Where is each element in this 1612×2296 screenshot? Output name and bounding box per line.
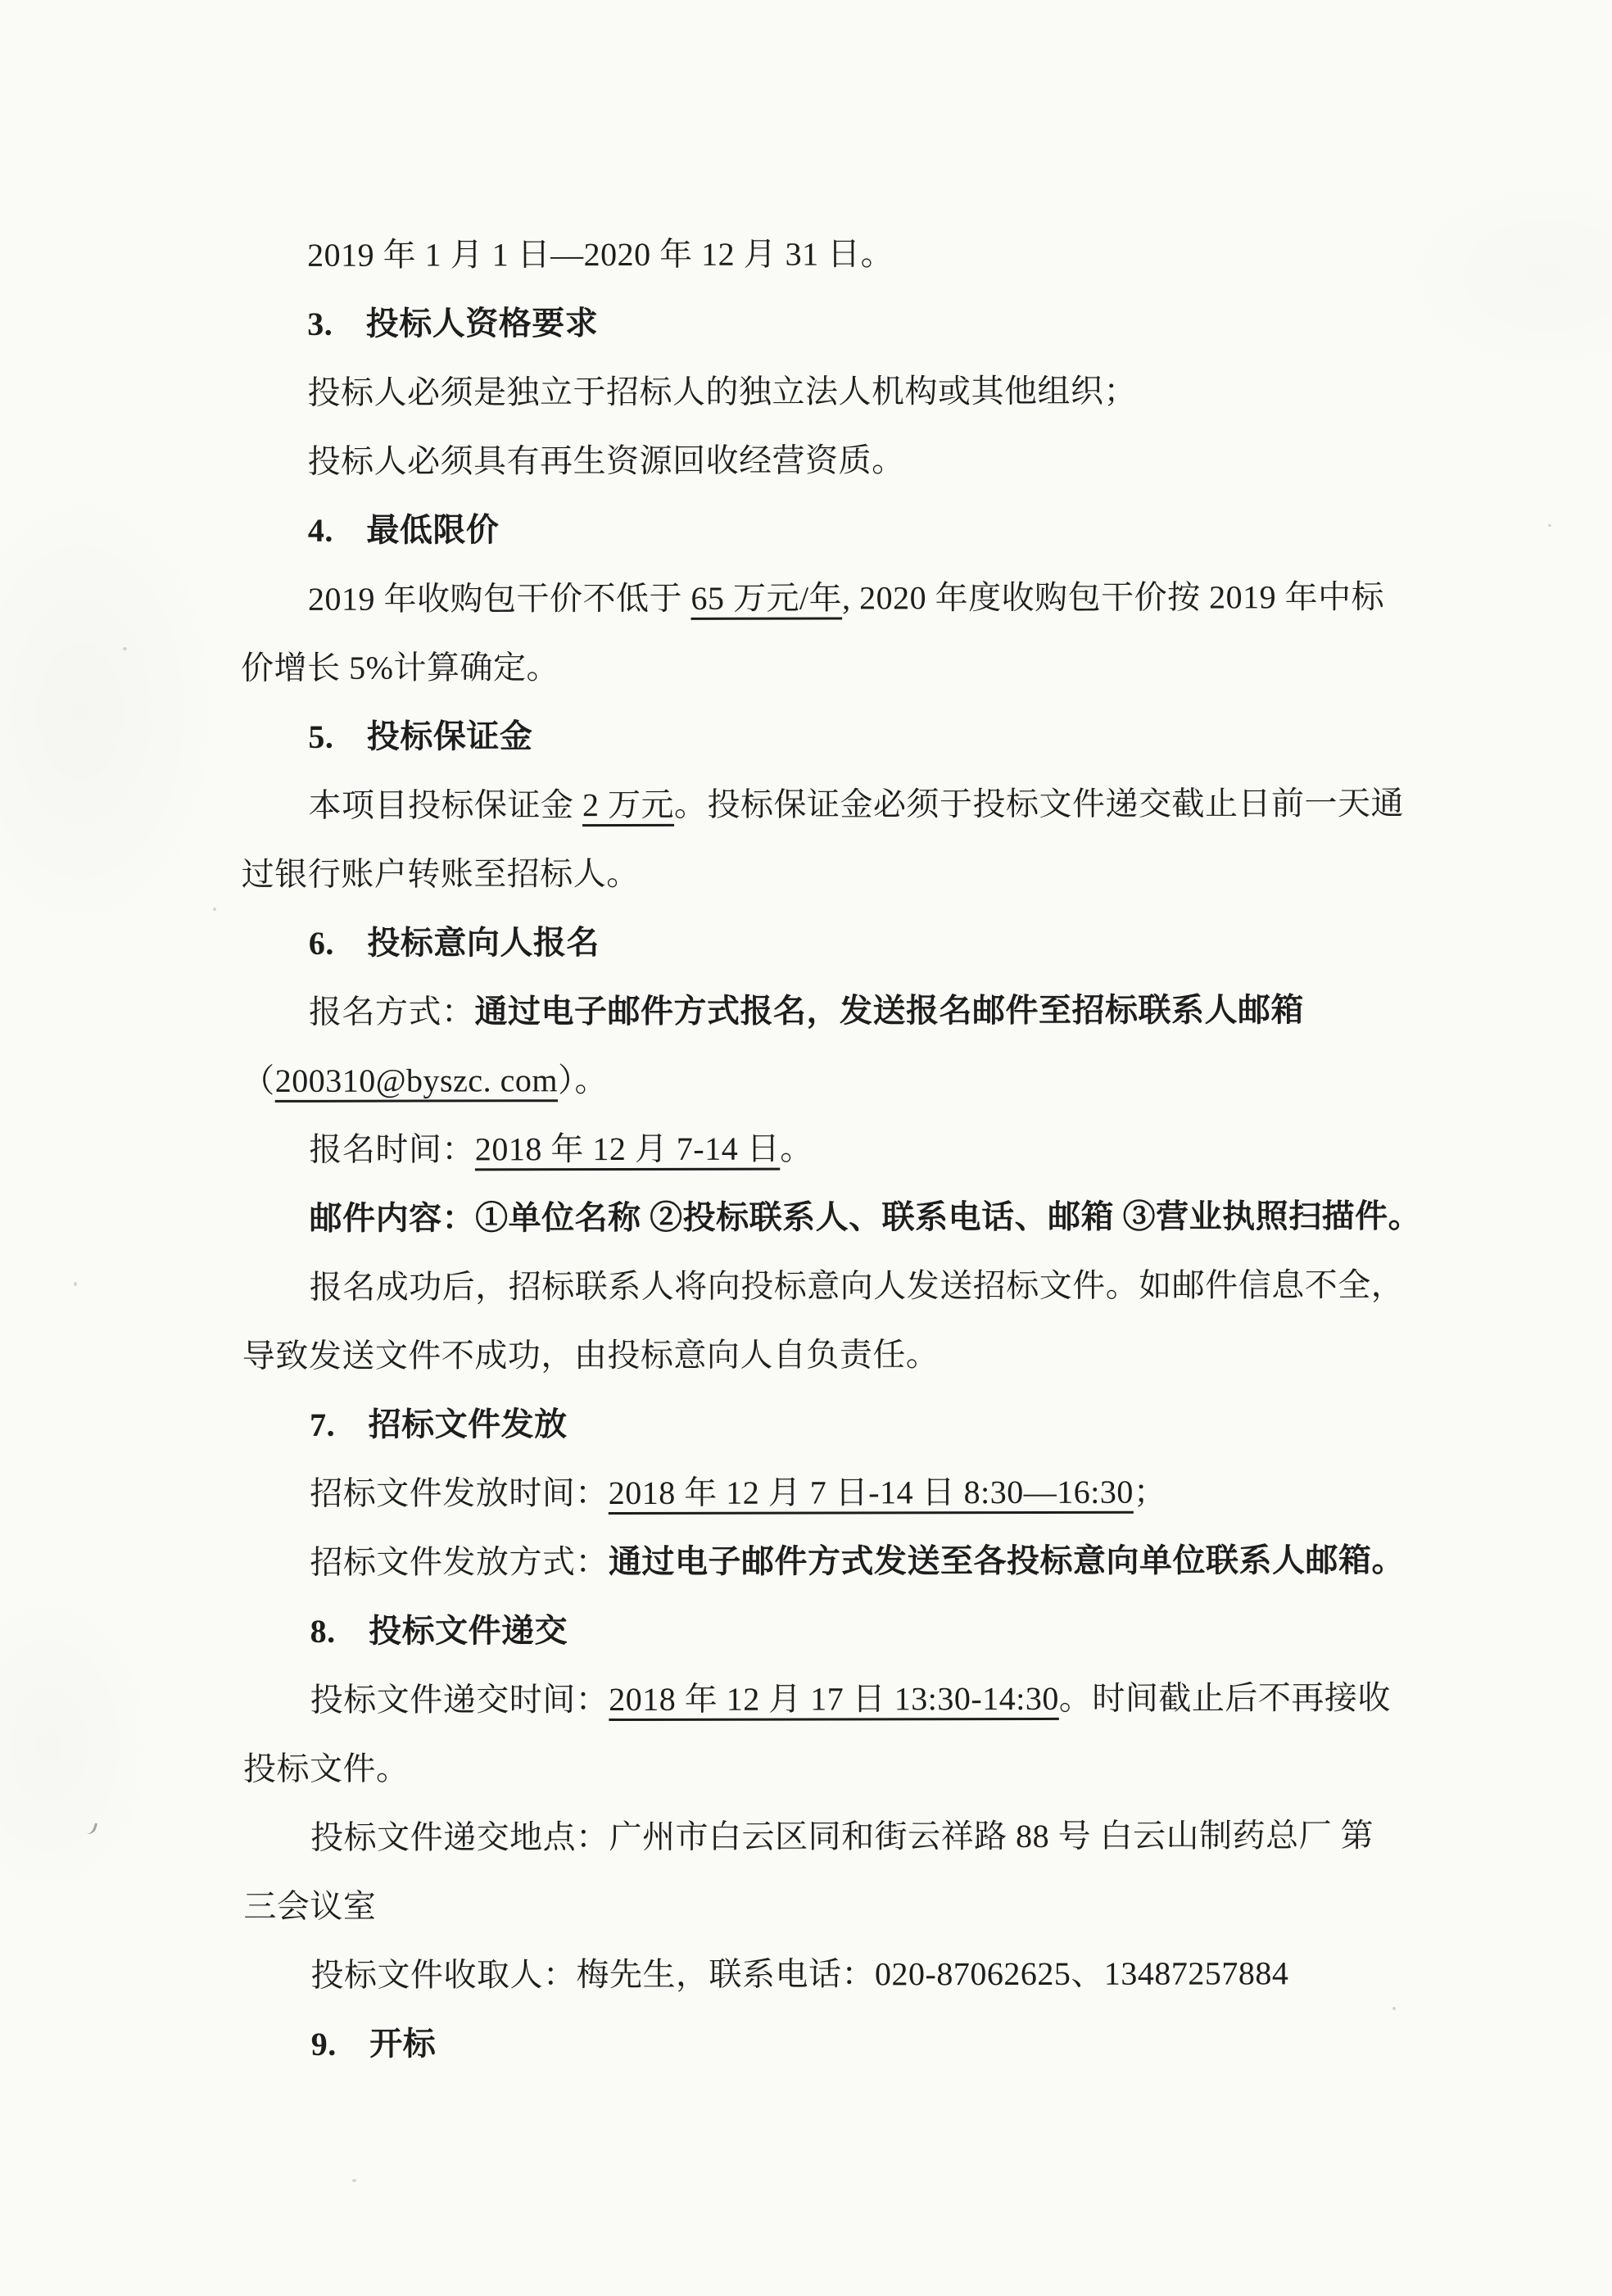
text: 三会议室 — [243, 1887, 377, 1925]
para-release-method — [242, 1526, 1553, 1597]
scan-speckle — [123, 647, 127, 650]
text: 投标人必须是独立于招标人的独立法人机构或其他组织； — [307, 372, 1137, 411]
text: 投标文件收取人：梅先生，联系电话：020-87062625、13487257884 — [310, 1954, 1289, 1994]
text: 2019 年收购包干价不低于 — [307, 579, 691, 618]
underlined-value: 65 万元/年 — [691, 579, 843, 617]
heading-4-minimum-price — [241, 494, 1551, 565]
text: 过银行账户转账至招标人。 — [241, 854, 640, 893]
heading-7-document-release — [242, 1388, 1553, 1460]
para-recycling-qualification — [241, 425, 1551, 496]
underlined-value: 2 万元 — [582, 786, 675, 824]
text: ）。 — [557, 1062, 609, 1099]
para-registration-time — [242, 1113, 1552, 1184]
scan-speckle — [74, 1282, 77, 1286]
heading-text: 6. 投标意向人报名 — [308, 924, 600, 962]
para-independent-entity — [240, 356, 1551, 428]
text: 本项目投标保证金 — [308, 786, 583, 824]
heading-5-bid-bond — [241, 700, 1551, 772]
heading-8-bid-submission — [243, 1595, 1554, 1666]
text: 导致发送文件不成功，由投标意向人自负责任。 — [242, 1336, 940, 1374]
text: 投标文件递交地点：广州市白云区同和街云祥路 88 号 白云山制药总厂 第 — [310, 1817, 1374, 1856]
text: 。 — [780, 1130, 813, 1167]
heading-text: 9. 开标 — [310, 2025, 437, 2063]
text: 。时间截止后不再接收 — [1058, 1679, 1391, 1717]
label: 投标文件递交时间： — [310, 1681, 609, 1719]
label: 招标文件发放方式： — [310, 1543, 609, 1581]
heading-text: 5. 投标保证金 — [308, 718, 533, 755]
heading-text: 8. 投标文件递交 — [310, 1612, 568, 1650]
underlined-value: 2018 年 12 月 7-14 日 — [474, 1130, 781, 1168]
para-registration-method — [242, 976, 1552, 1047]
para-registration-email — [242, 1044, 1552, 1116]
heading-3-bidder-qualification — [240, 288, 1551, 359]
para-bond-amount — [241, 769, 1551, 840]
bold-text: 通过电子邮件方式报名，发送报名邮件至招标联系人邮箱 — [474, 991, 1305, 1030]
scan-mark — [84, 1820, 97, 1836]
scan-speckle — [352, 2179, 356, 2182]
label: 招标文件发放时间： — [310, 1474, 609, 1512]
text: , 2020 年度收购包干价按 2019 年中标 — [842, 578, 1385, 617]
bold-text: 通过电子邮件方式发送至各投标意向单位联系人邮箱。 — [608, 1542, 1405, 1581]
heading-text: 4. 最低限价 — [307, 511, 500, 549]
text: 价增长 5%计算确定。 — [241, 649, 560, 686]
heading-6-registration — [242, 907, 1552, 978]
text: 报名成功后，招标联系人将向投标意向人发送招标文件。如邮件信息不全， — [309, 1266, 1405, 1306]
label: 报名方式： — [308, 993, 475, 1030]
para-submission-place-continued — [243, 1870, 1554, 1941]
label: 报名时间： — [309, 1130, 475, 1168]
para-after-registration — [242, 1251, 1553, 1322]
text: 2019 年 1 月 1 日—2020 年 12 月 31 日。 — [307, 235, 894, 274]
text: 投标人必须具有再生资源回收经营资质。 — [307, 442, 905, 480]
text: （ — [242, 1062, 275, 1099]
bold-text: 邮件内容：①单位名称 ②投标联系人、联系电话、邮箱 ③营业执照扫描件。 — [309, 1197, 1422, 1237]
email-underlined: 200310@byszc. com — [274, 1062, 559, 1099]
para-bond-transfer — [242, 838, 1552, 909]
para-submission-time — [243, 1664, 1554, 1735]
text: 。投标保证金必须于投标文件递交截止日前一天通 — [673, 785, 1405, 823]
para-registration-risk — [242, 1320, 1553, 1391]
para-price-continued — [241, 632, 1551, 703]
para-release-time — [242, 1457, 1553, 1528]
para-email-content — [242, 1182, 1552, 1253]
para-submission-time-continued — [243, 1732, 1554, 1804]
text: 投标文件。 — [242, 1750, 410, 1787]
heading-text: 3. 投标人资格要求 — [307, 305, 599, 342]
heading-text: 7. 招标文件发放 — [310, 1406, 568, 1443]
text: ； — [1133, 1473, 1167, 1510]
para-document-receiver — [243, 1939, 1554, 2010]
underlined-value: 2018 年 12 月 17 日 13:30-14:30 — [609, 1679, 1059, 1719]
para-submission-place — [243, 1801, 1554, 1873]
heading-9-bid-opening — [244, 2008, 1555, 2079]
para-price-2019 — [241, 563, 1551, 634]
document-lines — [240, 219, 1555, 2079]
underlined-value: 2018 年 12 月 7 日-14 日 8:30—16:30 — [608, 1473, 1134, 1512]
scan-speckle — [213, 908, 216, 911]
contract-period-line — [240, 219, 1551, 290]
